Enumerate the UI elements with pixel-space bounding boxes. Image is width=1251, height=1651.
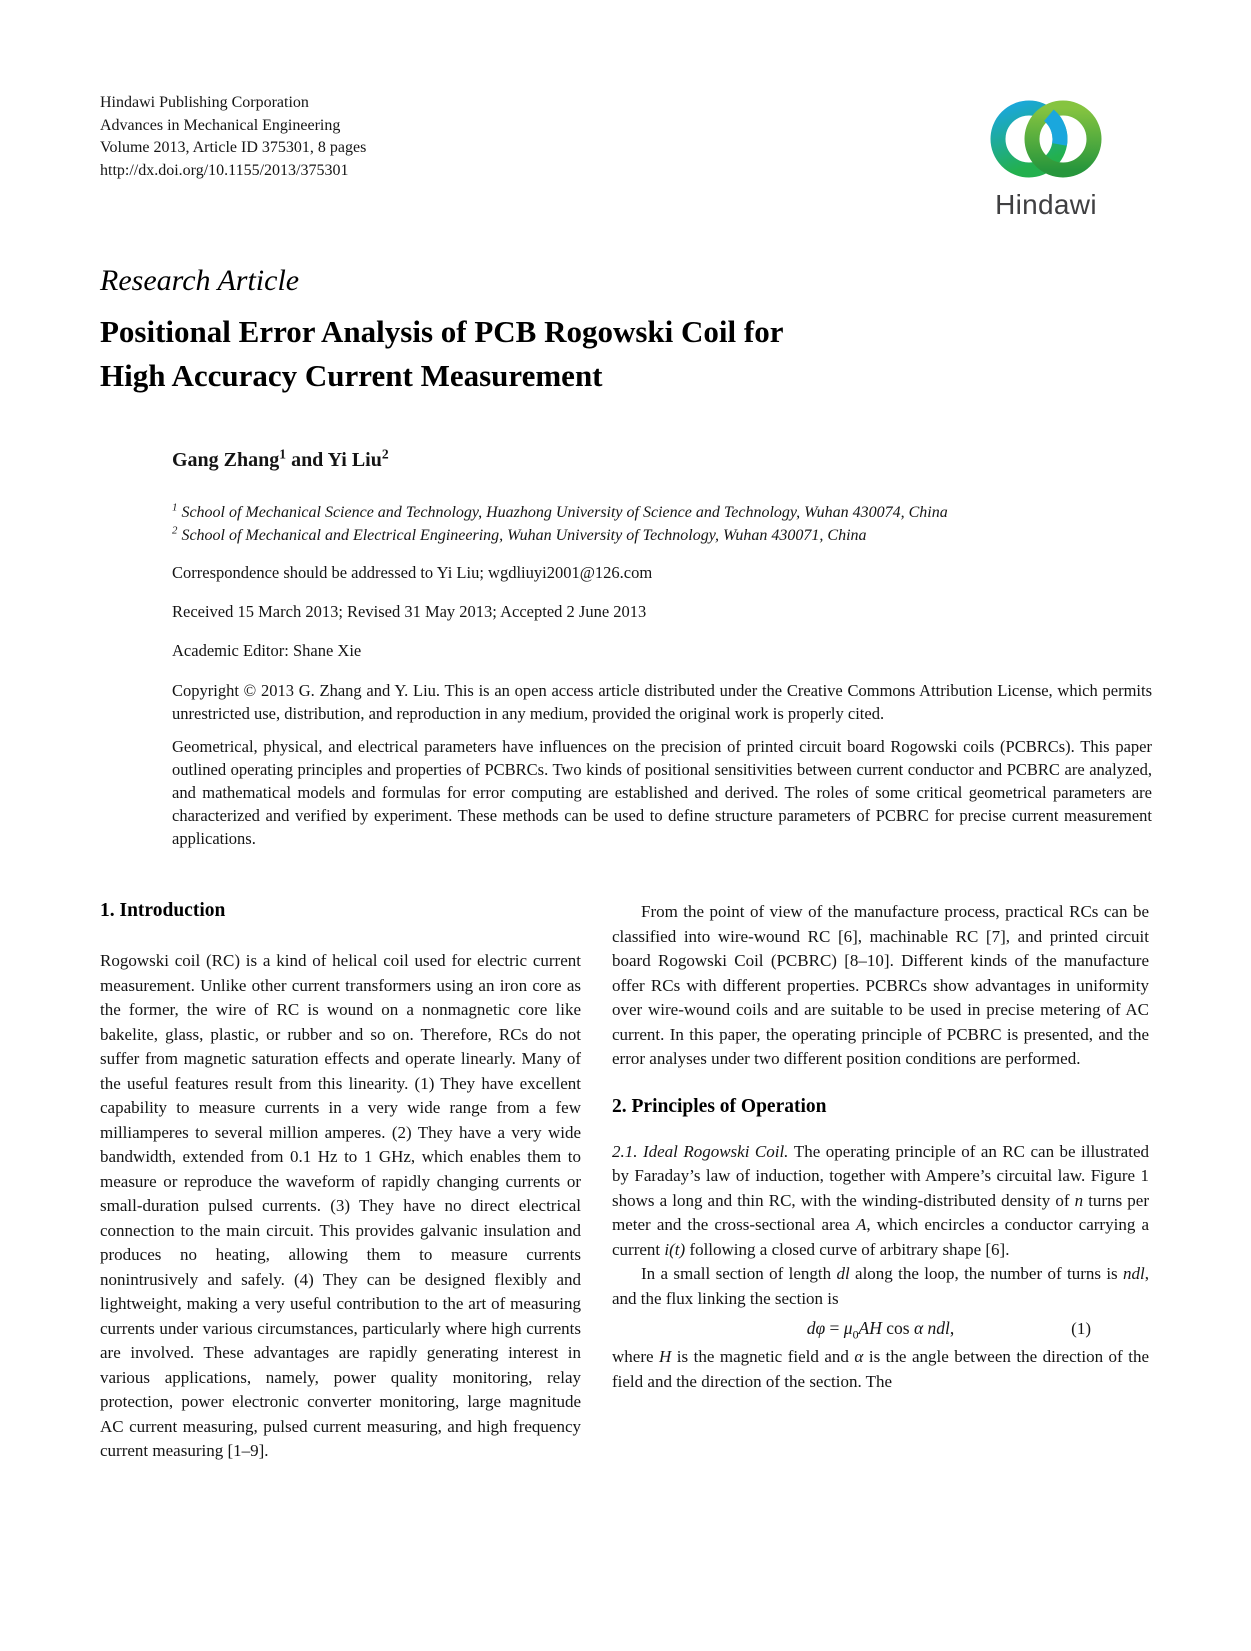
article-id-line: Volume 2013, Article ID 375301, 8 pages [100, 139, 367, 156]
abstract-text: Geometrical, physical, and electrical parameters have influences on the precision of printed circuit board Rogowski coils (PCBRCs). This paper outlined operating principles and properties of PCBRCs. Two kinds of positional sensitivities between current conductor and PCBRC are analyzed, and mathematical models and formulas for error computing are established and derived. The roles of some critical geometrical parameters are characterized and verified by experiment. These methods can be used to define structure parameters of PCBRC for precise current measurement applications. [172, 737, 1152, 848]
journal-header [100, 92, 366, 182]
equation-number: (1) [1071, 1319, 1091, 1338]
authors-line: Gang Zhang$^1$ and Yi Liu$^2$ [172, 446, 389, 471]
section-heading-principles: 2. Principles of Operation [612, 1095, 827, 1117]
page-title [100, 310, 783, 398]
affiliations-block [172, 502, 948, 547]
introduction-paragraph: Rogowski coil (RC) is a kind of helical coil used for electric current measurement. Unlike other current transformers using an iron core as the former, the wire of RC is wound on a nonmagnetic core like bakelite, glass, plastic, or rubber and so on. Therefore, RCs do not suffer from magnetic saturation effects and operate linearly. Many of the useful features result from this linearity. (1) They have excellent capability to measure currents in a very wide range from a few milliamperes to several million amperes. (2) They have a very wide bandwidth, extended from 0.1 Hz to 1 GHz, which enables them to measure or reproduce the waveform of rapidly changing currents or small-duration pulsed currents. (3) They have no direct electrical connection to the main circuit. This provides galvanic insulation and produces no heating, allowing them to measure currents nonintrusively and safely. (4) They can be designed flexibly and lightweight, making a very useful contribution to the art of measuring currents under various circumstances, particularly where high currents are involved. These advantages are rapidly generating interest in various applications, namely, power quality monitoring, relay protection, power electronic converter monitoring, large magnitude AC current measuring, pulsed current measuring, and high frequency current measuring [1–9]. [100, 951, 581, 1460]
correspondence-line: Correspondence should be addressed to Yi Liu; wgdliuyi2001@126.com [172, 563, 653, 582]
dates-line: Received 15 March 2013; Revised 31 May 2013; Accepted 2 June 2013 [172, 602, 647, 621]
hindawi-logo [982, 93, 1110, 221]
hindawi-wordmark: Hindawi [995, 189, 1097, 220]
left-column [100, 900, 581, 1464]
editor-line: Academic Editor: Shane Xie [172, 641, 362, 660]
ideal-rogowski-paragraph: 2.1. Ideal Rogowski Coil. The operating principle of an RC can be illustrated by Faraday’s law of induction, together with Ampere’s circuital law. Figure 1 shows a long and thin RC, with the winding-distributed density of n turns per meter and the cross-sectional area A, which encircles a conductor carrying a current i(t) following a closed curve of arbitrary shape [6]. [612, 1141, 1149, 1259]
hindawi-logo-icon [985, 93, 1107, 185]
manufacture-paragraph: From the point of view of the manufacture process, practical RCs can be classified into wire-wound RC [6], machinable RC [7], and printed circuit board Rogowski Coil (PCBRC) [8–10]. Different kinds of the manufacture offer RCs with different properties. PCBRCs show advantages in uniformity over wire-wound coils and are suitable to be used in precise metering of AC current. In this paper, the operating principle of PCBRC is presented, and the error analyses under two different position conditions are performed. [612, 902, 1149, 1068]
right-column [612, 900, 1149, 1394]
equation-1 [612, 1318, 1149, 1342]
small-section-paragraph: In a small section of length dl along the loop, the number of turns is ndl, and the flux linking the section is [612, 1264, 1149, 1308]
where-paragraph: where H is the magnetic field and α is the angle between the direction of the field and the direction of the section. The [612, 1347, 1149, 1391]
affiliation-2: $^2$ School of Mechanical and Electrical Engineering, Wuhan University of Technology, Wuhan 430071, China [172, 524, 867, 544]
article-type-label: Research Article [100, 264, 300, 297]
doi-link[interactable]: http://dx.doi.org/10.1155/2013/375301 [100, 161, 349, 179]
equation-body: $d\varphi = \mu_0AH$ cos α ndl, [806, 1318, 955, 1342]
affiliation-1: $^1$ School of Mechanical Science and Technology, Huazhong University of Science and Technology, Wuhan 430074, China [172, 501, 948, 521]
title-line-1: Positional Error Analysis of PCB Rogowski Coil for [100, 314, 784, 349]
section-heading-introduction: 1. Introduction [100, 900, 226, 921]
publisher-name: Hindawi Publishing Corporation [100, 94, 309, 111]
title-line-2: High Accuracy Current Measurement [100, 358, 603, 393]
journal-name: Advances in Mechanical Engineering [100, 116, 341, 134]
copyright-text: Copyright © 2013 G. Zhang and Y. Liu. This is an open access article distributed under the Creative Commons Attribution License, which permits unrestricted use, distribution, and reproduction in any medium, provided the original work is properly cited. [172, 681, 1152, 723]
